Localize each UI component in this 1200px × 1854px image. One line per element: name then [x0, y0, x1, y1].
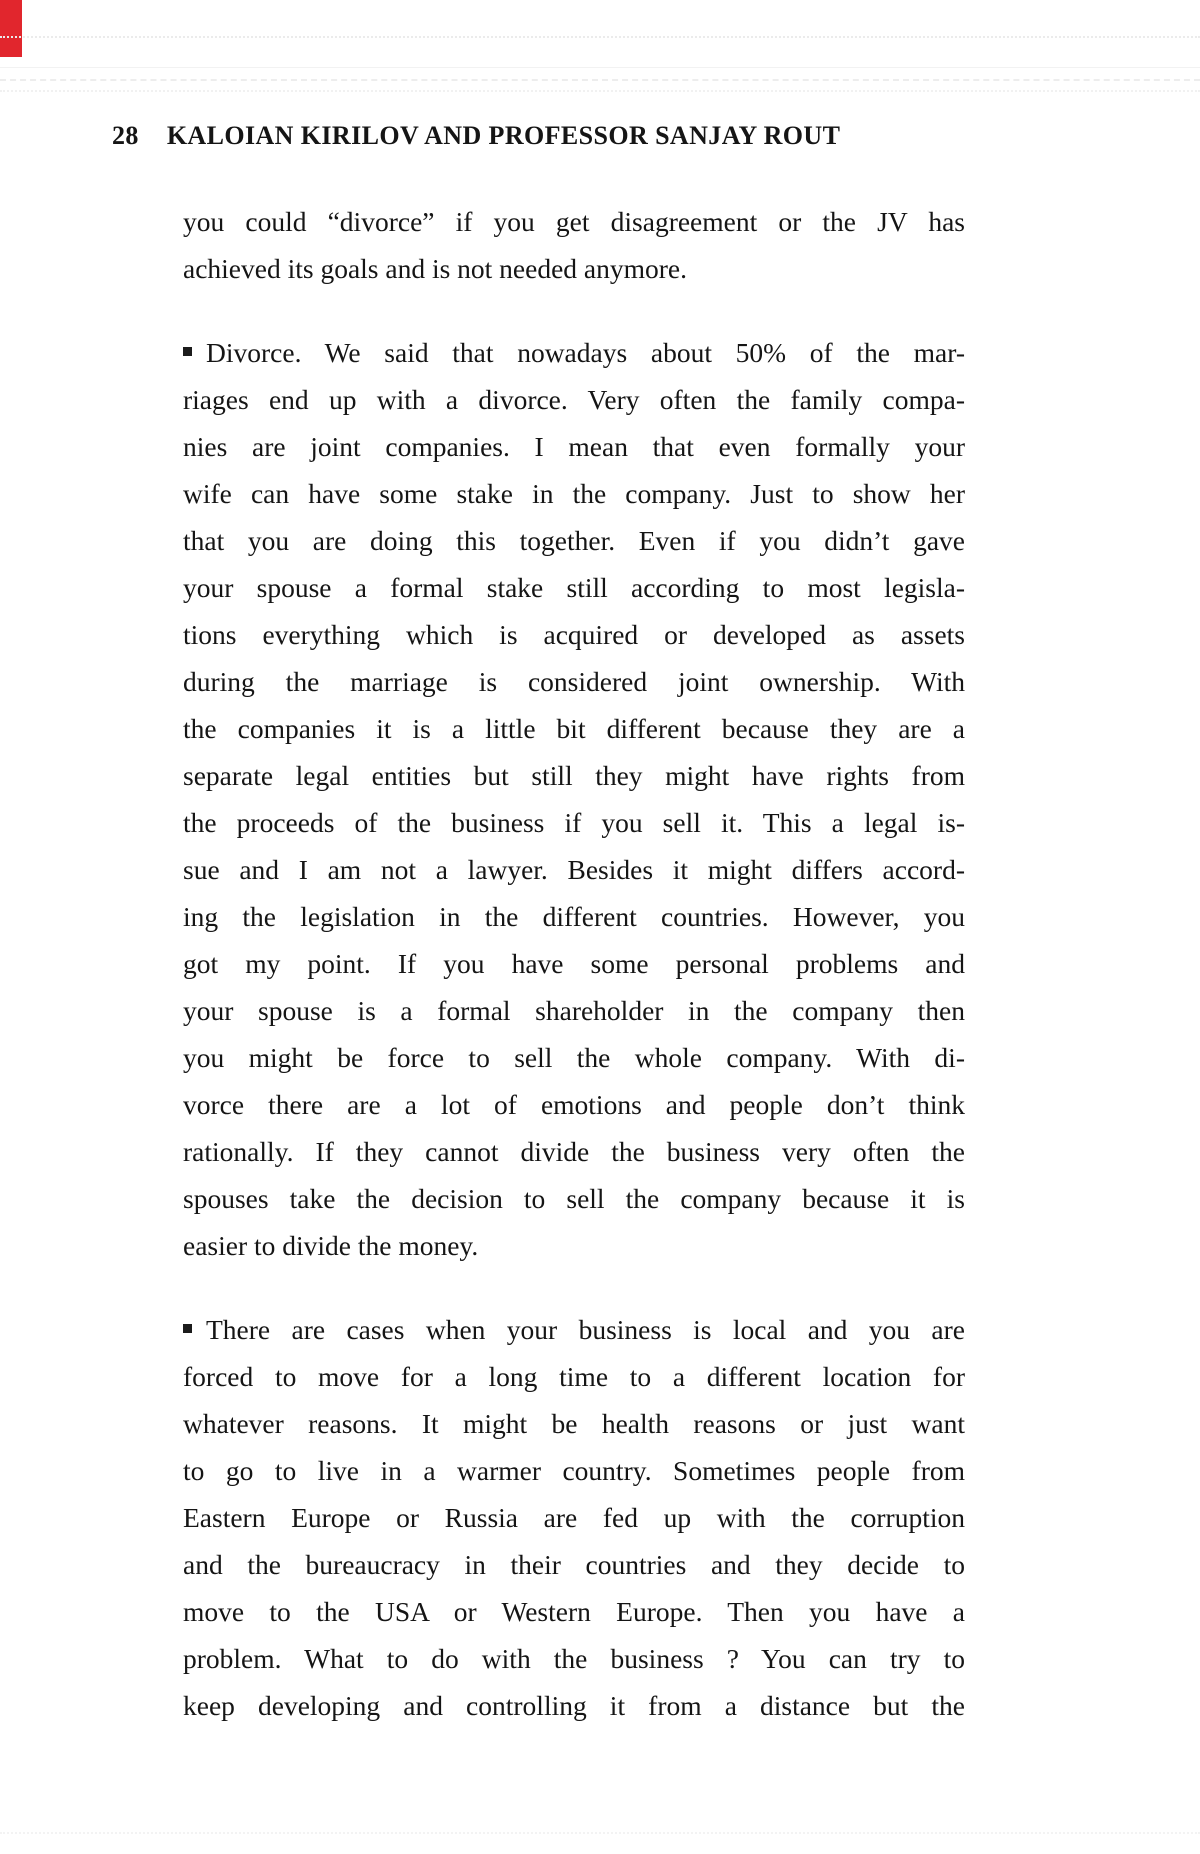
text-line: that you are doing this together. Even if you didn’t gave: [183, 525, 965, 556]
text-line: the companies it is a little bit different because they are a: [183, 713, 965, 744]
text-line: rationally. If they cannot divide the business very often the: [183, 1136, 965, 1167]
running-header: [112, 121, 840, 151]
text-line: forced to move for a long time to a different location for: [183, 1361, 965, 1392]
text-line: spouses take the decision to sell the company because it is: [183, 1183, 965, 1214]
text-line: got my point. If you have some personal problems and: [183, 948, 965, 979]
scan-artifact-line: [0, 90, 1200, 92]
text-line: riages end up with a divorce. Very often the family compa-: [183, 384, 965, 415]
text-line: whatever reasons. It might be health reasons or just want: [183, 1408, 965, 1439]
text-line: wife can have some stake in the company. Just to show her: [183, 478, 965, 509]
text-line: you might be force to sell the whole company. With di-: [183, 1042, 965, 1073]
text-line: sue and I am not a lawyer. Besides it might differs accord-: [183, 854, 965, 885]
text-line: Eastern Europe or Russia are fed up with the corruption: [183, 1502, 965, 1533]
scan-artifact-line: [0, 36, 1200, 38]
text-line: vorce there are a lot of emotions and people don’t think: [183, 1089, 965, 1120]
page-number: 28: [112, 121, 139, 150]
text-line: nies are joint companies. I mean that even formally your: [183, 431, 965, 462]
paragraph: [183, 329, 965, 1269]
bullet-icon: [183, 1324, 192, 1333]
text-line: problem. What to do with the business ? You can try to: [183, 1643, 965, 1674]
paragraph: [183, 198, 965, 292]
text-line: to go to live in a warmer country. Sometimes people from: [183, 1455, 965, 1486]
text-line: There are cases when your business is local and you are: [183, 1306, 965, 1353]
text-line: your spouse a formal stake still according to most legisla-: [183, 572, 965, 603]
page-body: [183, 198, 965, 1729]
scan-artifact-line: [0, 79, 1200, 81]
text-line: tions everything which is acquired or developed as assets: [183, 619, 965, 650]
scan-artifact-line: [0, 1832, 1200, 1834]
red-corner-mark: [0, 0, 22, 57]
text-line: during the marriage is considered joint ownership. With: [183, 666, 965, 697]
text-line: and the bureaucracy in their countries and they decide to: [183, 1549, 965, 1580]
text-line: ing the legislation in the different countries. However, you: [183, 901, 965, 932]
text-line: the proceeds of the business if you sell it. This a legal is-: [183, 807, 965, 838]
text-line: your spouse is a formal shareholder in the company then: [183, 995, 965, 1026]
text-line: Divorce. We said that nowadays about 50% of the mar-: [183, 329, 965, 376]
text-line: keep developing and controlling it from a distance but the: [183, 1690, 965, 1721]
running-title: KALOIAN KIRILOV AND PROFESSOR SANJAY ROUT: [166, 121, 841, 150]
paragraph: [183, 1306, 965, 1729]
bullet-icon: [183, 347, 192, 356]
text-line: achieved its goals and is not needed anymore.: [183, 253, 688, 284]
scan-artifact-line: [0, 67, 1200, 68]
text-line: separate legal entities but still they might have rights from: [183, 760, 965, 791]
text-line: move to the USA or Western Europe. Then you have a: [183, 1596, 965, 1627]
text-line: you could “divorce” if you get disagreement or the JV has: [183, 206, 965, 237]
text-line: easier to divide the money.: [183, 1230, 479, 1261]
